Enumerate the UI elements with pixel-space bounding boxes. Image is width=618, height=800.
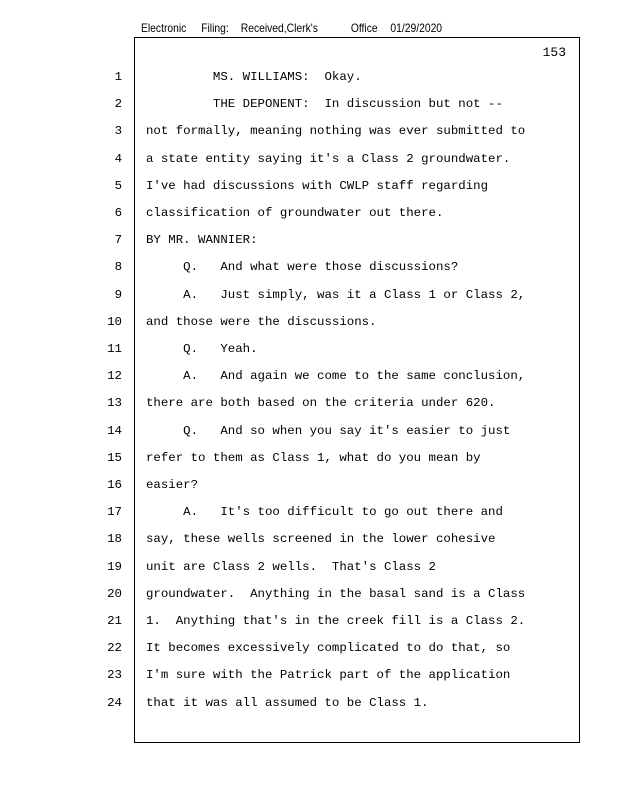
transcript-line [0, 260, 618, 280]
line-number: 14 [107, 423, 122, 438]
transcript-line [0, 70, 618, 90]
transcript-line [0, 478, 618, 498]
line-text: say, these wells screened in the lower cohesive [146, 532, 496, 547]
transcript-line [0, 342, 618, 362]
line-text: classification of groundwater out there. [146, 206, 444, 220]
line-number: 10 [107, 314, 122, 329]
line-number: 23 [107, 668, 122, 683]
line-text: unit are Class 2 wells. That's Class 2 [146, 559, 436, 574]
transcript-line [0, 451, 618, 471]
line-number: 16 [107, 478, 122, 492]
transcript-line [0, 532, 618, 552]
transcript-line [0, 668, 618, 688]
line-text: A. And again we come to the same conclusion, [146, 369, 526, 384]
stamp-filing: Filing: [201, 21, 229, 35]
line-number: 3 [114, 124, 122, 139]
line-text: A. It's too difficult to go out there and [146, 505, 503, 520]
line-number: 7 [114, 233, 122, 248]
transcript-line [0, 696, 618, 716]
line-text: a state entity saying it's a Class 2 groundwater. [146, 151, 511, 166]
line-number: 18 [107, 532, 122, 547]
line-text: 1. Anything that's in the creek fill is a Class 2. [146, 614, 526, 628]
stamp-date: 01/29/2020 [390, 21, 443, 35]
line-text: It becomes excessively complicated to do that, so [146, 641, 511, 656]
line-number: 17 [107, 505, 122, 520]
line-number: 20 [107, 586, 122, 601]
line-text: that it was all assumed to be Class 1. [146, 695, 429, 710]
line-number: 19 [107, 559, 122, 574]
transcript-line [0, 505, 618, 525]
line-number: 15 [107, 450, 122, 465]
filing-stamp [141, 21, 442, 37]
line-text: Q. And so when you say it's easier to just [146, 423, 511, 438]
line-text: MS. WILLIAMS: Okay. [146, 70, 362, 84]
transcript-line [0, 288, 618, 308]
line-text: THE DEPONENT: In discussion but not -- [146, 97, 503, 112]
transcript-line [0, 369, 618, 389]
line-text: I've had discussions with CWLP staff regarding [146, 178, 489, 193]
stamp-office: Office [350, 21, 378, 35]
line-number: 9 [114, 287, 122, 302]
line-number: 4 [114, 151, 122, 166]
transcript-line [0, 315, 618, 335]
line-text: and those were the discussions. [146, 314, 377, 329]
transcript-line [0, 396, 618, 416]
transcript-line [0, 424, 618, 444]
line-number: 13 [107, 396, 122, 411]
line-text: I'm sure with the Patrick part of the application [146, 668, 511, 683]
transcript-line [0, 614, 618, 634]
line-text: not formally, meaning nothing was ever submitted to [146, 124, 526, 139]
line-number: 11 [107, 342, 122, 356]
transcript-line [0, 641, 618, 661]
stamp-received-clerks: Received,Clerk's [240, 21, 318, 35]
line-number: 1 [114, 70, 122, 84]
transcript-line [0, 587, 618, 607]
transcript-line [0, 152, 618, 172]
line-number: 22 [107, 641, 122, 656]
line-text: refer to them as Class 1, what do you mean by [146, 450, 481, 465]
line-text: Q. Yeah. [146, 342, 258, 356]
transcript-line [0, 206, 618, 226]
line-number: 21 [107, 614, 122, 628]
page-number: 153 [542, 45, 566, 60]
line-number: 6 [114, 206, 122, 220]
stamp-electronic: Electronic [141, 21, 187, 35]
line-text: there are both based on the criteria under 620. [146, 396, 496, 411]
line-text: Q. And what were those discussions? [146, 260, 459, 275]
line-text: BY MR. WANNIER: [146, 233, 258, 248]
line-text: groundwater. Anything in the basal sand is a Class [146, 586, 526, 601]
line-text: A. Just simply, was it a Class 1 or Class 2, [146, 287, 526, 302]
transcript-line [0, 124, 618, 144]
transcript-line [0, 233, 618, 253]
line-number: 2 [114, 97, 122, 112]
transcript-line [0, 560, 618, 580]
line-number: 5 [114, 178, 122, 193]
line-text: easier? [146, 478, 199, 492]
line-number: 12 [107, 369, 122, 384]
line-number: 8 [114, 260, 122, 275]
transcript-line [0, 179, 618, 199]
line-number: 24 [107, 695, 122, 710]
transcript-line [0, 97, 618, 117]
